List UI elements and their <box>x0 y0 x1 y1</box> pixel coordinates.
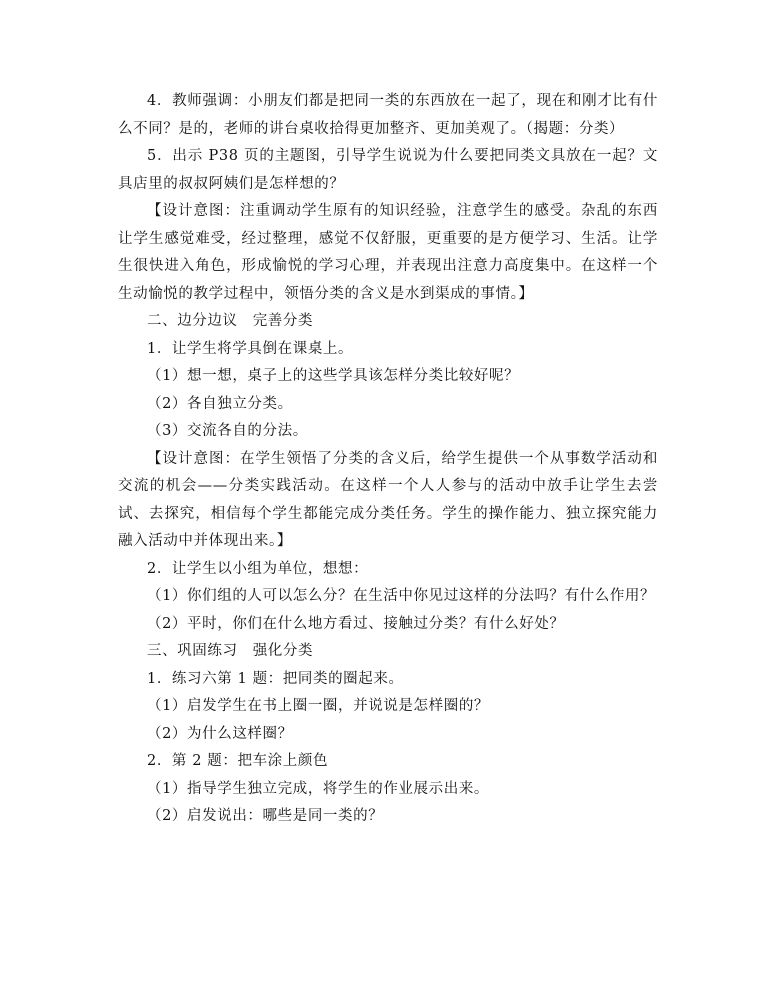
paragraph-19: （2）启发说出：哪些是同一类的？ <box>147 808 384 824</box>
paragraph-1: 4．教师强调：小朋友们都是把同一类的东西放在一起了，现在和刚才比有什么不同？是的，老师的讲台桌收拾得更加整齐、更加美观了。（揭题：分类） <box>118 93 658 137</box>
section-heading-3: 三、巩固练习 强化分类 <box>147 643 314 659</box>
section-heading-2: 二、边分边议 完善分类 <box>147 313 314 329</box>
paragraph-16: （2）为什么这样圈？ <box>147 725 293 742</box>
paragraph-2: 5．出示 P38 页的主题图，引导学生说说为什么要把同类文具放在一起？文具店里的叔叔阿姨们是怎样想的？ <box>118 148 658 192</box>
paragraph-17: 2．第 2 题：把车涂上颜色 <box>147 753 329 769</box>
document-body <box>118 88 658 831</box>
paragraph-18: （1）指导学生独立完成，将学生的作业展示出来。 <box>147 780 490 797</box>
paragraph-5: 1．让学生将学具倒在课桌上。 <box>147 340 354 357</box>
design-intent-1: 【设计意图：注重调动学生原有的知识经验，注意学生的感受。杂乱的东西让学生感觉难受，经过整理，感觉不仅舒服，更重要的是方便学习、生活。让学生很快进入角色，形成愉悦的学习心理，并表现出注意力高度集中。在这样一个生动愉悦的教学过程中，领悟分类的含义是水到渠成的事情。】 <box>118 203 658 302</box>
paragraph-14: 1．练习六第 1 题：把同类的圈起来。 <box>147 670 404 687</box>
paragraph-8: （3）交流各自的分法。 <box>147 423 308 439</box>
paragraph-11: （1）你们组的人可以怎么分？在生活中你见过这样的分法吗？有什么作用？ <box>147 588 656 604</box>
paragraph-12: （2）平时，你们在什么地方看过、接触过分类？有什么好处？ <box>147 615 565 632</box>
paragraph-15: （1）启发学生在书上圈一圈，并说说是怎样圈的？ <box>147 698 490 714</box>
paragraph-7: （2）各自独立分类。 <box>147 395 293 412</box>
paragraph-10: 2．让学生以小组为单位，想想： <box>147 560 369 577</box>
design-intent-2: 【设计意图：在学生领悟了分类的含义后，给学生提供一个从事数学活动和交流的机会——分类实践活动。在这样一个人人参与的活动中放手让学生去尝试、去探究，相信每个学生都能完成分类任务。学生的操作能力、独立探究能力融入活动中并体现出来。】 <box>118 450 658 549</box>
paragraph-6: （1）想一想，桌子上的这些学具该怎样分类比较好呢？ <box>147 368 520 384</box>
